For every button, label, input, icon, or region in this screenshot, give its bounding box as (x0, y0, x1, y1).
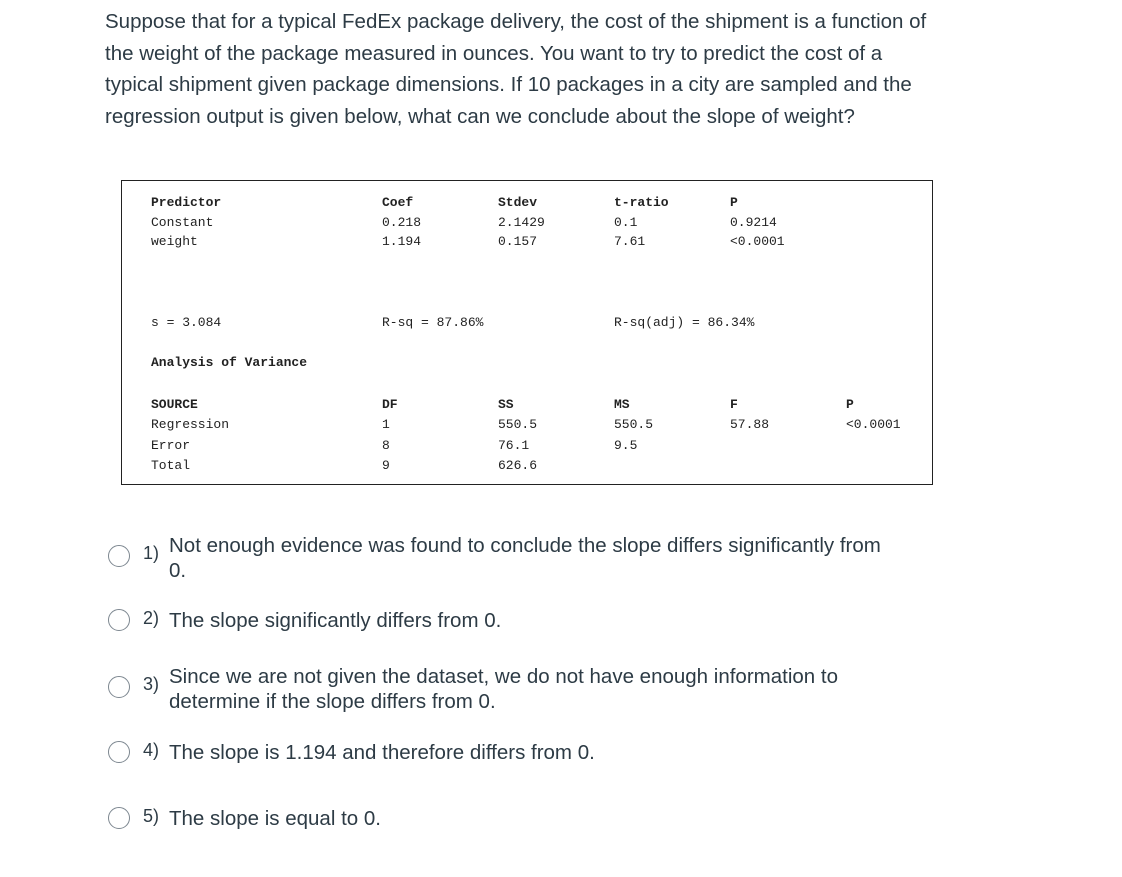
header-coef: Coef (382, 195, 414, 210)
t-ratio-weight: 7.61 (614, 234, 646, 249)
anova-df-total: 9 (382, 458, 390, 473)
anova-header-source: SOURCE (151, 397, 198, 412)
p-constant: 0.9214 (730, 215, 777, 230)
answer-number: 2) (143, 608, 160, 628)
radio-button[interactable] (108, 545, 130, 567)
s-value: s = 3.084 (151, 315, 222, 330)
anova-f-regression: 57.88 (730, 417, 770, 432)
anova-ss-error: 76.1 (498, 438, 530, 453)
question-text: Suppose that for a typical FedEx package delivery, the cost of the shipment is a function of the weight of the package measured in ounces. You want to try to predict the cost of a typical shipment given package dimensions. If 10 packages in a city are sampled and the regression output is given below, what can we conclude about the slope of weight? (105, 10, 927, 128)
anova-df-error: 8 (382, 438, 390, 453)
anova-ms-error: 9.5 (614, 438, 638, 453)
anova-header-p: P (846, 397, 854, 412)
header-stdev: Stdev (498, 195, 538, 210)
answer-option-1[interactable] (108, 533, 908, 583)
regression-output-table (121, 180, 933, 485)
r-sq-adj: R-sq(adj) = 86.34% (614, 315, 755, 330)
anova-header-ms: MS (614, 397, 630, 412)
answer-text: Not enough evidence was found to conclude the slope differs significantly from 0. (169, 534, 881, 582)
anova-source-error: Error (151, 438, 191, 453)
t-ratio-constant: 0.1 (614, 215, 638, 230)
anova-header-df: DF (382, 397, 398, 412)
radio-button[interactable] (108, 609, 130, 631)
anova-ss-regression: 550.5 (498, 417, 538, 432)
anova-title: Analysis of Variance (151, 355, 308, 370)
answer-number: 3) (143, 674, 160, 694)
answer-number: 1) (143, 543, 160, 563)
anova-header-f: F (730, 397, 738, 412)
answer-text: The slope is 1.194 and therefore differs from 0. (169, 741, 595, 764)
answer-text: The slope significantly differs from 0. (169, 609, 502, 632)
answer-number: 4) (143, 740, 160, 760)
radio-button[interactable] (108, 807, 130, 829)
anova-ss-total: 626.6 (498, 458, 538, 473)
answer-option-2[interactable] (108, 608, 908, 633)
p-weight: <0.0001 (730, 234, 785, 249)
stdev-weight: 0.157 (498, 234, 538, 249)
anova-source-regression: Regression (151, 417, 230, 432)
anova-header-ss: SS (498, 397, 514, 412)
answer-number: 5) (143, 806, 160, 826)
radio-button[interactable] (108, 676, 130, 698)
anova-df-regression: 1 (382, 417, 390, 432)
anova-p-regression: <0.0001 (846, 417, 901, 432)
stdev-constant: 2.1429 (498, 215, 545, 230)
radio-button[interactable] (108, 741, 130, 763)
coef-constant: 0.218 (382, 215, 422, 230)
coef-weight: 1.194 (382, 234, 422, 249)
header-p: P (730, 195, 738, 210)
anova-source-total: Total (151, 458, 191, 473)
r-sq: R-sq = 87.86% (382, 315, 484, 330)
answer-option-3[interactable] (108, 664, 908, 714)
predictor-weight: weight (151, 234, 198, 249)
predictor-constant: Constant (151, 215, 214, 230)
header-t-ratio: t-ratio (614, 195, 669, 210)
answer-text: Since we are not given the dataset, we do not have enough information to determine if the slope differs from 0. (169, 665, 838, 713)
anova-ms-regression: 550.5 (614, 417, 654, 432)
answer-text: The slope is equal to 0. (169, 807, 381, 830)
answer-option-5[interactable] (108, 806, 908, 831)
header-predictor: Predictor (151, 195, 222, 210)
answer-option-4[interactable] (108, 740, 908, 765)
